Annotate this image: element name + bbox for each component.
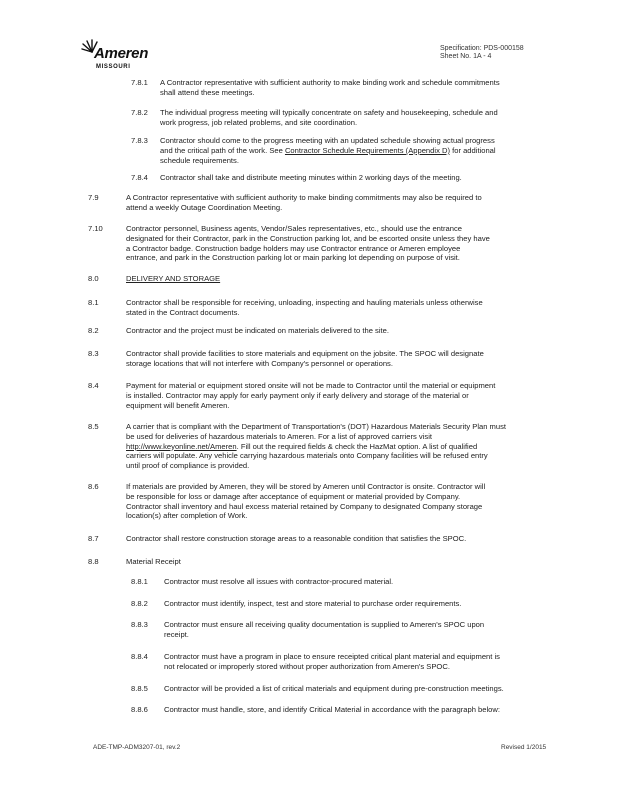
item-number: 8.8.6 xyxy=(131,705,148,714)
item-text: A Contractor representative with sufficient authority to make binding commitments may also be required to attend a weekly Outage Coordination Meeting. xyxy=(126,193,482,212)
item-text: Contractor shall be responsible for receiving, unloading, inspecting and hauling materials unless otherwise stated in the Contract documents. xyxy=(126,298,483,317)
item-number: 7.8.1 xyxy=(131,78,148,87)
item-number: 8.8.2 xyxy=(131,599,148,608)
item-text: The individual progress meeting will typically concentrate on safety and housekeeping, schedule and work progress, job related problems, and site coordination. xyxy=(160,108,498,127)
item-text: Contractor must ensure all receiving quality documentation is supplied to Ameren's SPOC upon receipt. xyxy=(164,620,485,639)
item-number: 8.5 xyxy=(88,422,99,431)
item-text: A Contractor representative with sufficient authority to make binding work and schedule commitments shall attend these meetings. xyxy=(160,78,500,97)
schedule-requirements-link[interactable]: Contractor Schedule Requirements (Appendix D) xyxy=(284,145,450,155)
section-number: 8.0 xyxy=(88,274,99,283)
footer-doc-id: ADE-TMP-ADM3207-01, rev.2 xyxy=(93,744,181,751)
section-heading: DELIVERY AND STORAGE xyxy=(126,274,221,283)
item-text: Contractor personnel, Business agents, Vendor/Sales representatives, etc., should use the entrance designated for their Contractor, park in the Construction parking lot, and be escorted onsite unless they have a Contractor badge. Construction badge holders may use Contractor entrance or Ameren employee entrance, and park in the Construction parking lot or main parking lot depending on purpose of visit. xyxy=(126,224,490,263)
item-text: Contractor will be provided a list of critical materials and equipment during pre-construction meetings. xyxy=(164,684,504,693)
item-text: Contractor should come to the progress meeting with an updated schedule showing actual progress and the critical path of the work. See Contractor Schedule Requirements (Appendix D) for additional schedule requirements. xyxy=(160,136,496,165)
item-text: Contractor shall provide facilities to store materials and equipment on the jobsite. The SPOC will designate storage locations that will not interfere with Company's personnel or operations. xyxy=(126,349,484,368)
item-number: 7.8.3 xyxy=(131,136,148,145)
item-number: 8.8.3 xyxy=(131,620,148,629)
item-text: Contractor and the project must be indicated on materials delivered to the site. xyxy=(126,326,389,335)
ameren-logo xyxy=(80,38,180,78)
footer-revised-date: Revised 1/2015 xyxy=(501,744,547,751)
item-text: Contractor shall restore construction storage areas to a reasonable condition that satisfies the SPOC. xyxy=(126,534,467,543)
item-text: If materials are provided by Ameren, they will be stored by Ameren until Contractor is onsite. Contractor will be responsible for loss or damage after acceptance of equipment or material provided by Company. Contractor shall inventory and haul excess material retained by Company to designated Company storage location(s) after completion of Work. xyxy=(126,482,486,521)
item-number: 8.6 xyxy=(88,482,99,491)
item-number: 7.10 xyxy=(88,224,103,233)
item-text: Contractor must resolve all issues with contractor-procured material. xyxy=(164,577,394,586)
item-text: A carrier that is compliant with the Department of Transportation's (DOT) Hazardous Materials Security Plan must be used for deliveries of hazardous materials to Ameren. For a list of approved carriers visit http://www.keyonline.net/Ameren. Fill out the required fields & check the HazMat option. A list of qualified carriers will populate. Any vehicle carrying hazardous materials onto Company facilities will be refused entry until proof of compliance is provided. xyxy=(126,422,507,471)
logo-brand-text: Ameren xyxy=(94,45,149,62)
item-number: 8.3 xyxy=(88,349,99,358)
item-text: Contractor must handle, store, and identify Critical Material in accordance with the paragraph below: xyxy=(164,705,500,714)
spec-block xyxy=(440,45,524,61)
item-text: Material Receipt xyxy=(126,557,181,566)
item-number: 7.8.4 xyxy=(131,173,148,182)
item-text: Contractor must identify, inspect, test and store material to purchase order requirements. xyxy=(164,599,462,608)
item-number: 8.7 xyxy=(88,534,99,543)
item-number: 8.8.5 xyxy=(131,684,148,693)
item-number: 8.8 xyxy=(88,557,99,566)
item-number: 8.1 xyxy=(88,298,99,307)
item-number: 8.8.1 xyxy=(131,577,148,586)
item-text: Contractor shall take and distribute meeting minutes within 2 working days of the meeting. xyxy=(160,173,462,182)
item-text: Payment for material or equipment stored onsite will not be made to Contractor until the material or equipment is installed. Contractor may apply for early payment only if early delivery and storage of the material or equipment will benefit Ameren. xyxy=(126,381,496,410)
item-number: 8.2 xyxy=(88,326,99,335)
keyonline-link[interactable]: http://www.keyonline.net/Ameren xyxy=(126,441,237,451)
item-number: 7.8.2 xyxy=(131,108,148,117)
item-text: Contractor must have a program in place to ensure receipted critical plant material and equipment is not relocated or improperly stored without proper authorization from Ameren's SPOC. xyxy=(164,652,500,671)
spec-number: Specification: PDS-000158 xyxy=(440,45,524,52)
sheet-number: Sheet No. 1A - 4 xyxy=(440,53,492,60)
item-number: 8.8.4 xyxy=(131,652,148,661)
item-number: 7.9 xyxy=(88,193,99,202)
item-number: 8.4 xyxy=(88,381,99,390)
logo-sub-text: MISSOURI xyxy=(96,64,131,70)
